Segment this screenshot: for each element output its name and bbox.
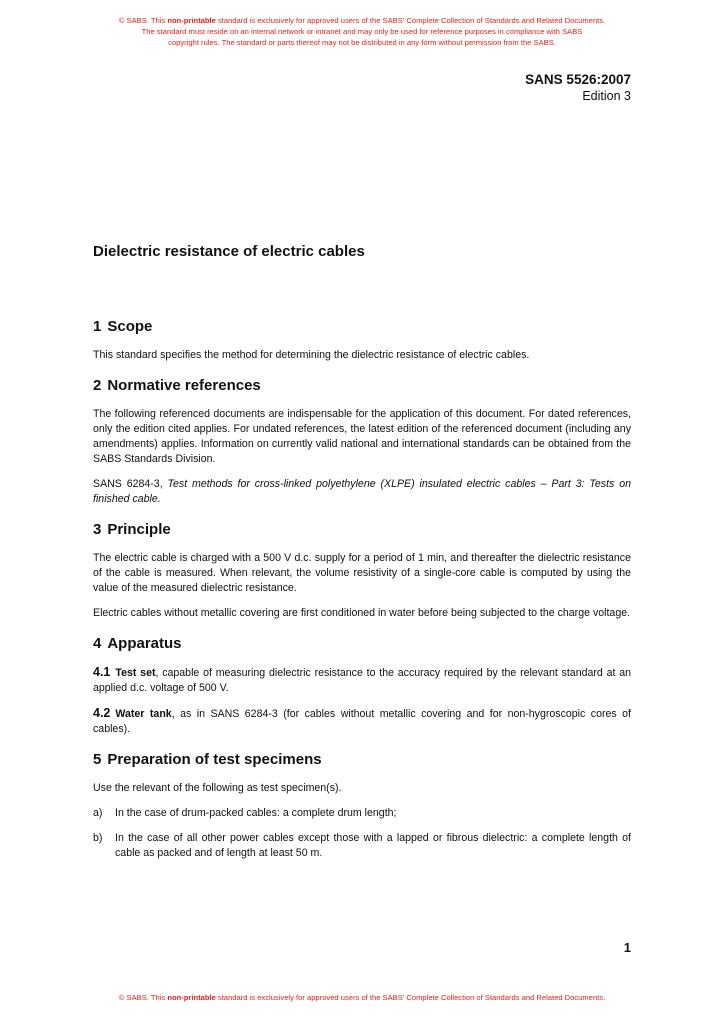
copyright-banner-bottom bbox=[0, 992, 724, 1003]
list-item: a) In the case of drum-packed cables: a complete drum length; bbox=[93, 807, 397, 819]
scope-paragraph: This standard specifies the method for determining the dielectric resistance of electric cables. bbox=[93, 349, 530, 361]
principle-paragraph-1: The electric cable is charged with a 500 V d.c. supply for a period of 1 min, and thereafter the dielectric resistance of the cable is measured. When relevant, the volume resistivity of a single-core cable is computed by using the value of the measured dielectric resistance. bbox=[93, 552, 631, 594]
section-heading-principle: 3 Principle bbox=[93, 521, 171, 538]
preparation-intro: Use the relevant of the following as test specimen(s). bbox=[93, 782, 342, 794]
banner-bottom-line: © SABS. This non-printable standard is exclusively for approved users of the SABS' Complete Collection of Standards and Related Documents. bbox=[118, 993, 606, 1002]
list-item: b) In the case of all other power cables except those with a lapped or fibrous dielectric: a complete length of cable as packed and of length at least 50 m. bbox=[93, 832, 631, 859]
section-heading-scope: 1 Scope bbox=[93, 318, 153, 335]
document-title: Dielectric resistance of electric cables bbox=[93, 243, 365, 260]
normative-references-paragraph: The following referenced documents are indispensable for the application of this document. For dated references, only the edition cited applies. For undated references, the latest edition of the referenced document (including any amendments) applies. Information on currently valid national and international standards can be obtained from the SABS Standards Division. bbox=[93, 408, 631, 465]
edition-label: Edition 3 bbox=[582, 89, 631, 103]
banner-top-line-3: copyright rules. The standard or parts thereof may not be distributed in any form without permission from the SABS. bbox=[168, 38, 556, 47]
standard-number: SANS 5526:2007 bbox=[525, 72, 631, 87]
banner-top-line-2: The standard must reside on an internal network or intranet and may only be used for reference purposes in compliance with SABS bbox=[141, 27, 583, 36]
copyright-banner-top bbox=[0, 15, 724, 48]
principle-paragraph-2: Electric cables without metallic covering are first conditioned in water before being subjected to the charge voltage. bbox=[93, 607, 631, 619]
reference-entry: SANS 6284-3, Test methods for cross-linked polyethylene (XLPE) insulated electric cables – Part 3: Tests on finished cable. bbox=[93, 478, 631, 505]
section-heading-apparatus: 4 Apparatus bbox=[93, 635, 182, 652]
apparatus-item-water-tank: 4.2 Water tank, as in SANS 6284-3 (for cables without metallic covering and for non-hygroscopic cores of cables). bbox=[93, 706, 631, 735]
page-number: 1 bbox=[623, 940, 631, 955]
apparatus-item-test-set: 4.1 Test set, capable of measuring dielectric resistance to the accuracy required by the relevant standard at an applied d.c. voltage of 500 V. bbox=[93, 665, 631, 694]
specimen-list bbox=[93, 806, 631, 861]
section-heading-normative-references: 2 Normative references bbox=[93, 377, 261, 394]
section-heading-preparation: 5 Preparation of test specimens bbox=[93, 751, 322, 768]
standard-designation bbox=[525, 72, 631, 104]
document-body bbox=[93, 317, 631, 871]
banner-top-line-1: © SABS. This non-printable standard is exclusively for approved users of the SABS' Complete Collection of Standards and Related Documents. bbox=[118, 16, 606, 25]
